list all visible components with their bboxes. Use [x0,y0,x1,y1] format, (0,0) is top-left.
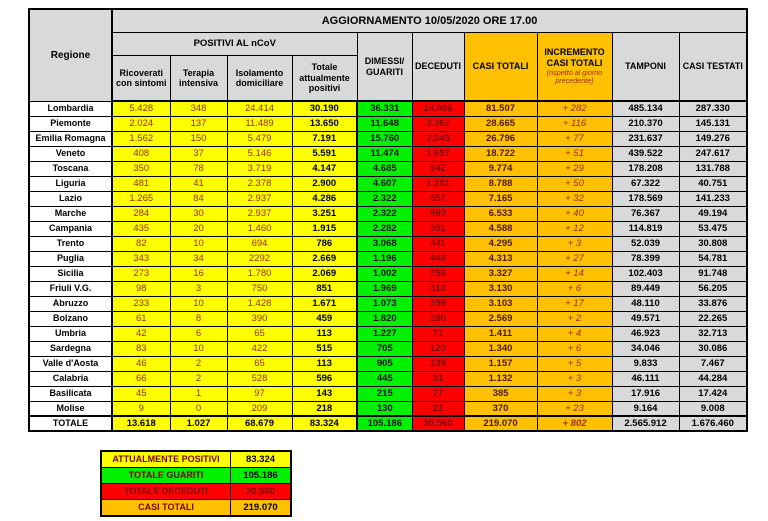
cell-isolamento: 97 [227,386,292,401]
cell-terapia: 20 [170,221,227,236]
cell-region: Piemonte [29,116,112,131]
cell-terapia: 84 [170,191,227,206]
cell-incremento: + 77 [537,131,612,146]
cell-region: Lombardia [29,101,112,116]
cell-isolamento: 1.428 [227,296,292,311]
cell-casi_totali: 2.569 [464,311,537,326]
cell-isolamento: 1.780 [227,266,292,281]
col-header-incremento [537,33,612,102]
cell-tamponi: 49.571 [612,311,679,326]
cell-tamponi: 9.164 [612,401,679,416]
cell-region: Trento [29,236,112,251]
cell-deceduti: 71 [412,326,464,341]
summary-label: TOTALE DECEDUTI [101,484,231,500]
cell-terapia: 10 [170,296,227,311]
cell-casi_testati: 149.276 [679,131,747,146]
table-row [29,371,747,386]
summary-row [101,451,291,468]
summary-value: 219.070 [231,500,292,517]
col-header-ricoverati: Ricoverati con sintomi [112,56,170,102]
cell-ricoverati: 233 [112,296,170,311]
cell-isolamento: 2292 [227,251,292,266]
cell-region: Bolzano [29,311,112,326]
cell-totale_positivi: 143 [292,386,357,401]
cell-ricoverati: 408 [112,146,170,161]
table-row [29,161,747,176]
summary-value: 105.186 [231,468,292,484]
incremento-note: (rispetto al giorno precedente) [546,68,603,86]
cell-deceduti: 27 [412,386,464,401]
cell-terapia: 34 [170,251,227,266]
cell-terapia: 41 [170,176,227,191]
col-header-deceduti: DECEDUTI [412,33,464,102]
cell-deceduti: 557 [412,191,464,206]
table-row [29,326,747,341]
cell-region: Marche [29,206,112,221]
table-row [29,341,747,356]
cell-deceduti: 960 [412,206,464,221]
cell-dimessi: 1.196 [357,251,412,266]
cell-totale_positivi: 2.669 [292,251,357,266]
cell-tamponi: 485.134 [612,101,679,116]
cell-deceduti: 441 [412,236,464,251]
cell-totale_positivi: 851 [292,281,357,296]
cell-casi_testati: 54.781 [679,251,747,266]
cell-totale_positivi: 218 [292,401,357,416]
cell-region: Veneto [29,146,112,161]
cell-region: Friuli V.G. [29,281,112,296]
cell-casi_totali: 4.295 [464,236,537,251]
cell-totale_positivi: 459 [292,311,357,326]
cell-region: Sardegna [29,341,112,356]
cell-casi_totali: 81.507 [464,101,537,116]
cell-casi_testati: 247.617 [679,146,747,161]
cell-deceduti: 3.845 [412,131,464,146]
table-row [29,401,747,416]
cell-casi_testati: 32.713 [679,326,747,341]
cell-incremento: + 27 [537,251,612,266]
cell-dimessi: 130 [357,401,412,416]
cell-tamponi: 178.569 [612,191,679,206]
cell-casi_testati: 7.467 [679,356,747,371]
cell-ricoverati: 343 [112,251,170,266]
table-row [29,221,747,236]
cell-dimessi: 4.685 [357,161,412,176]
cell-ricoverati: 435 [112,221,170,236]
cell-region: Lazio [29,191,112,206]
cell-casi_testati: 30.086 [679,341,747,356]
cell-deceduti: 942 [412,161,464,176]
cell-deceduti: 30.560 [412,416,464,431]
cell-casi_totali: 9.774 [464,161,537,176]
table-row [29,356,747,371]
cell-totale_positivi: 83.324 [292,416,357,431]
cell-dimessi: 1.820 [357,311,412,326]
summary-value: 30.560 [231,484,292,500]
cell-incremento: + 2 [537,311,612,326]
cell-tamponi: 178.208 [612,161,679,176]
cell-incremento: + 23 [537,401,612,416]
cell-terapia: 3 [170,281,227,296]
cell-ricoverati: 13.618 [112,416,170,431]
table-body [29,101,747,431]
cell-terapia: 2 [170,356,227,371]
cell-ricoverati: 273 [112,266,170,281]
cell-dimessi: 2.322 [357,191,412,206]
cell-terapia: 6 [170,326,227,341]
cell-ricoverati: 82 [112,236,170,251]
cell-terapia: 8 [170,311,227,326]
cell-region: Valle d'Aosta [29,356,112,371]
cell-deceduti: 290 [412,311,464,326]
cell-casi_totali: 1.340 [464,341,537,356]
cell-totale_positivi: 596 [292,371,357,386]
summary-body [101,451,291,516]
cell-totale_positivi: 3.251 [292,206,357,221]
summary-row [101,500,291,517]
cell-casi_testati: 40.751 [679,176,747,191]
cell-ricoverati: 46 [112,356,170,371]
cell-ricoverati: 83 [112,341,170,356]
summary-row [101,468,291,484]
col-group-positivi: POSITIVI AL nCoV [112,33,357,56]
cell-casi_totali: 6.533 [464,206,537,221]
cell-ricoverati: 42 [112,326,170,341]
summary-label: TOTALE GUARITI [101,468,231,484]
table-row [29,266,747,281]
cell-totale_positivi: 1.671 [292,296,357,311]
cell-casi_testati: 91.748 [679,266,747,281]
cell-incremento: + 12 [537,221,612,236]
cell-ricoverati: 66 [112,371,170,386]
cell-region: Puglia [29,251,112,266]
cell-casi_totali: 385 [464,386,537,401]
table-row [29,191,747,206]
cell-deceduti: 120 [412,341,464,356]
cell-casi_testati: 56.205 [679,281,747,296]
cell-terapia: 10 [170,236,227,251]
cell-region: Umbria [29,326,112,341]
table-row [29,116,747,131]
cell-isolamento: 65 [227,356,292,371]
cell-isolamento: 422 [227,341,292,356]
cell-totale_positivi: 7.191 [292,131,357,146]
col-header-totale-positivi: Totale attualmente positivi [292,56,357,102]
cell-dimessi: 105.186 [357,416,412,431]
cell-tamponi: 2.565.912 [612,416,679,431]
cell-terapia: 37 [170,146,227,161]
cell-terapia: 1.027 [170,416,227,431]
cell-isolamento: 2.937 [227,206,292,221]
cell-totale_positivi: 786 [292,236,357,251]
cell-deceduti: 1.281 [412,176,464,191]
table-row [29,311,747,326]
cell-tamponi: 210.370 [612,116,679,131]
cell-incremento: + 6 [537,281,612,296]
cell-casi_testati: 17.424 [679,386,747,401]
table-row [29,281,747,296]
cell-casi_testati: 131.788 [679,161,747,176]
cell-casi_totali: 26.796 [464,131,537,146]
cell-casi_totali: 18.722 [464,146,537,161]
cell-incremento: + 29 [537,161,612,176]
cell-tamponi: 67.322 [612,176,679,191]
cell-dimessi: 11.474 [357,146,412,161]
cell-terapia: 1 [170,386,227,401]
cell-dimessi: 215 [357,386,412,401]
cell-totale_positivi: 2.900 [292,176,357,191]
cell-isolamento: 5.479 [227,131,292,146]
table-row [29,131,747,146]
cell-tamponi: 102.403 [612,266,679,281]
cell-region: Calabria [29,371,112,386]
cell-casi_testati: 44.284 [679,371,747,386]
cell-terapia: 137 [170,116,227,131]
cell-casi_testati: 145.131 [679,116,747,131]
cell-casi_totali: 4.313 [464,251,537,266]
cell-totale_positivi: 113 [292,326,357,341]
cell-dimessi: 905 [357,356,412,371]
cell-ricoverati: 9 [112,401,170,416]
cell-ricoverati: 350 [112,161,170,176]
cell-tamponi: 46.111 [612,371,679,386]
cell-tamponi: 9.833 [612,356,679,371]
cell-terapia: 30 [170,206,227,221]
cell-totale_positivi: 113 [292,356,357,371]
cell-casi_testati: 287.330 [679,101,747,116]
cell-deceduti: 14.986 [412,101,464,116]
summary-label: CASI TOTALI [101,500,231,517]
cell-dimessi: 36.331 [357,101,412,116]
cell-incremento: + 4 [537,326,612,341]
col-header-dimessi: DIMESSI/ GUARITI [357,33,412,102]
cell-casi_testati: 22.265 [679,311,747,326]
cell-isolamento: 11.489 [227,116,292,131]
cell-incremento: + 116 [537,116,612,131]
cell-tamponi: 78.399 [612,251,679,266]
cell-totale_positivi: 30.190 [292,101,357,116]
cell-tamponi: 52.039 [612,236,679,251]
cell-dimessi: 705 [357,341,412,356]
cell-deceduti: 448 [412,251,464,266]
table-row [29,206,747,221]
table-row [29,296,747,311]
cell-ricoverati: 1.562 [112,131,170,146]
cell-incremento: + 51 [537,146,612,161]
cell-ricoverati: 1.265 [112,191,170,206]
cell-dimessi: 2.322 [357,206,412,221]
cell-terapia: 2 [170,371,227,386]
cell-region: Basilicata [29,386,112,401]
cell-casi_totali: 7.165 [464,191,537,206]
cell-tamponi: 76.367 [612,206,679,221]
cell-isolamento: 750 [227,281,292,296]
cell-tamponi: 46.923 [612,326,679,341]
cell-terapia: 0 [170,401,227,416]
covid-regions-table [28,8,748,432]
cell-deceduti: 256 [412,266,464,281]
cell-dimessi: 15.760 [357,131,412,146]
cell-casi_testati: 1.676.460 [679,416,747,431]
cell-isolamento: 3.719 [227,161,292,176]
cell-incremento: + 50 [537,176,612,191]
cell-casi_totali: 8.788 [464,176,537,191]
cell-casi_totali: 370 [464,401,537,416]
cell-deceduti: 359 [412,296,464,311]
cell-terapia: 150 [170,131,227,146]
cell-isolamento: 68.679 [227,416,292,431]
table-row [29,236,747,251]
cell-casi_totali: 3.130 [464,281,537,296]
cell-deceduti: 310 [412,281,464,296]
cell-casi_totali: 1.132 [464,371,537,386]
cell-casi_testati: 141.233 [679,191,747,206]
cell-isolamento: 528 [227,371,292,386]
table-row [29,251,747,266]
cell-ricoverati: 45 [112,386,170,401]
cell-totale_positivi: 4.286 [292,191,357,206]
summary-legend [100,450,292,517]
cell-region: Abruzzo [29,296,112,311]
cell-casi_testati: 53.475 [679,221,747,236]
table-row [29,176,747,191]
cell-casi_totali: 3.327 [464,266,537,281]
col-header-isolamento: Isolamento domiciliare [227,56,292,102]
col-header-casi-testati: CASI TESTATI [679,33,747,102]
table-row [29,386,747,401]
incremento-title: INCREMENTO CASI TOTALI [544,47,605,68]
cell-totale_positivi: 515 [292,341,357,356]
cell-isolamento: 390 [227,311,292,326]
cell-casi_testati: 9.008 [679,401,747,416]
cell-deceduti: 1.657 [412,146,464,161]
cell-casi_testati: 30.808 [679,236,747,251]
cell-tamponi: 34.046 [612,341,679,356]
cell-dimessi: 4.607 [357,176,412,191]
cell-tamponi: 48.110 [612,296,679,311]
cell-incremento: + 32 [537,191,612,206]
cell-casi_totali: 1.411 [464,326,537,341]
cell-ricoverati: 481 [112,176,170,191]
cell-totale_positivi: 1.915 [292,221,357,236]
cell-terapia: 78 [170,161,227,176]
cell-tamponi: 439.522 [612,146,679,161]
cell-tamponi: 89.449 [612,281,679,296]
cell-region: Liguria [29,176,112,191]
cell-isolamento: 694 [227,236,292,251]
cell-incremento: + 3 [537,236,612,251]
cell-tamponi: 231.637 [612,131,679,146]
cell-incremento: + 802 [537,416,612,431]
cell-incremento: + 282 [537,101,612,116]
total-row [29,416,747,431]
cell-isolamento: 65 [227,326,292,341]
cell-ricoverati: 284 [112,206,170,221]
cell-incremento: + 6 [537,341,612,356]
cell-isolamento: 24.414 [227,101,292,116]
cell-isolamento: 2.378 [227,176,292,191]
cell-terapia: 10 [170,341,227,356]
cell-dimessi: 445 [357,371,412,386]
cell-tamponi: 17.916 [612,386,679,401]
cell-casi_totali: 28.665 [464,116,537,131]
cell-casi_totali: 4.588 [464,221,537,236]
table-header [29,9,747,101]
cell-casi_testati: 33.876 [679,296,747,311]
cell-incremento: + 3 [537,371,612,386]
cell-isolamento: 2.937 [227,191,292,206]
cell-casi_totali: 1.157 [464,356,537,371]
cell-region: Emilia Romagna [29,131,112,146]
cell-dimessi: 1.002 [357,266,412,281]
cell-casi_testati: 49.194 [679,206,747,221]
cell-ricoverati: 5.428 [112,101,170,116]
cell-dimessi: 2.282 [357,221,412,236]
col-header-tamponi: TAMPONI [612,33,679,102]
cell-tamponi: 114.819 [612,221,679,236]
col-header-regione: Regione [29,9,112,101]
cell-deceduti: 91 [412,371,464,386]
table-row [29,101,747,116]
cell-casi_totali: 3.103 [464,296,537,311]
cell-deceduti: 22 [412,401,464,416]
summary-label: ATTUALMENTE POSITIVI [101,451,231,468]
cell-incremento: + 3 [537,386,612,401]
cell-dimessi: 1.073 [357,296,412,311]
cell-totale_positivi: 2.069 [292,266,357,281]
cell-incremento: + 14 [537,266,612,281]
cell-region: Molise [29,401,112,416]
cell-ricoverati: 61 [112,311,170,326]
cell-incremento: + 5 [537,356,612,371]
cell-dimessi: 1.969 [357,281,412,296]
summary-row [101,484,291,500]
update-banner: AGGIORNAMENTO 10/05/2020 ORE 17.00 [112,9,747,33]
cell-region: Sicilia [29,266,112,281]
cell-isolamento: 1.460 [227,221,292,236]
cell-terapia: 348 [170,101,227,116]
cell-region: Campania [29,221,112,236]
cell-dimessi: 3.068 [357,236,412,251]
cell-region: Toscana [29,161,112,176]
cell-totale_positivi: 13.650 [292,116,357,131]
summary-value: 83.324 [231,451,292,468]
cell-deceduti: 139 [412,356,464,371]
cell-totale_positivi: 5.591 [292,146,357,161]
cell-incremento: + 40 [537,206,612,221]
cell-deceduti: 391 [412,221,464,236]
cell-terapia: 16 [170,266,227,281]
cell-casi_totali: 219.070 [464,416,537,431]
col-header-terapia: Terapia intensiva [170,56,227,102]
cell-deceduti: 3.367 [412,116,464,131]
cell-isolamento: 5.146 [227,146,292,161]
cell-totale_positivi: 4.147 [292,161,357,176]
col-header-casi-totali: CASI TOTALI [464,33,537,102]
table-row [29,146,747,161]
cell-dimessi: 1.227 [357,326,412,341]
cell-isolamento: 209 [227,401,292,416]
cell-ricoverati: 2.024 [112,116,170,131]
cell-region: TOTALE [29,416,112,431]
cell-incremento: + 17 [537,296,612,311]
cell-dimessi: 11.648 [357,116,412,131]
cell-ricoverati: 98 [112,281,170,296]
